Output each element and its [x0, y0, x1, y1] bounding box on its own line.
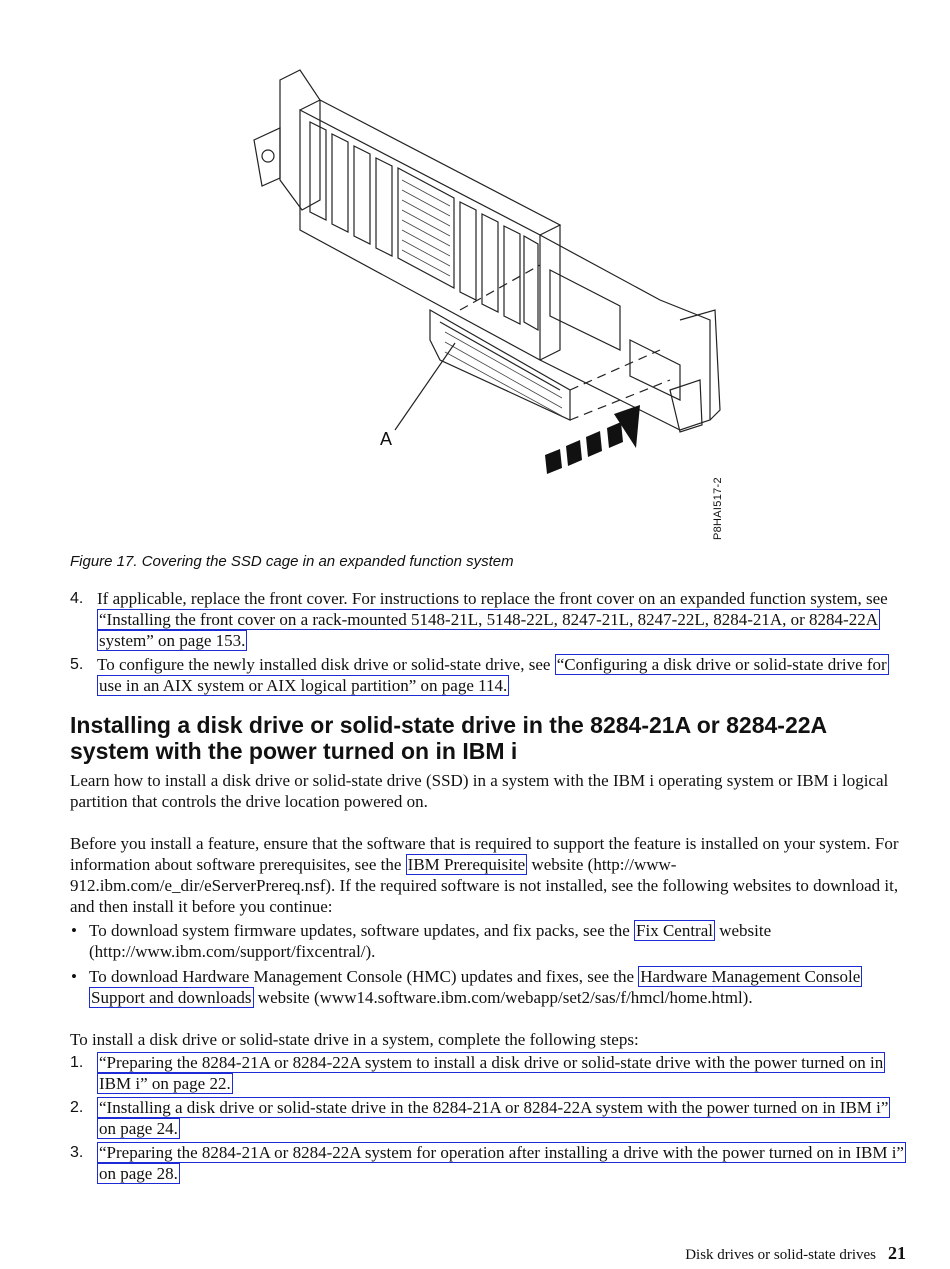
figure-caption: Figure 17. Covering the SSD cage in an expanded function system — [70, 553, 514, 570]
intro-paragraph: Learn how to install a disk drive or solid-state drive (SSD) in a system with the IBM i operating system or IBM i logical partition that controls the drive location powered on. — [70, 771, 889, 811]
steps-list-a — [70, 588, 908, 696]
link-preparing-install[interactable]: “Preparing the 8284-21A or 8284-22A system to install a disk drive or solid-state drive with the power turned on in IBM i” on page 22. — [99, 1053, 884, 1093]
list-item — [70, 920, 908, 962]
link-fix-central[interactable]: Fix Central — [636, 921, 713, 940]
link-front-cover[interactable]: “Installing the front cover on a rack-mounted 5148-21L, 5148-22L, 8247-21L, 8247-22L, 8284-21A, or 8284-22A system” on page 153. — [99, 610, 878, 650]
list-item — [70, 588, 908, 651]
list-item — [70, 1142, 908, 1184]
steps-list-b — [70, 1052, 908, 1184]
page-footer — [685, 1243, 906, 1264]
steps-intro: To install a disk drive or solid-state drive in a system, complete the following steps: — [70, 1030, 639, 1049]
bullet-icon: • — [71, 921, 77, 940]
section-heading: Installing a disk drive or solid-state drive in the 8284-21A or 8284-22A system with the power turned on in IBM i — [70, 712, 827, 764]
step-number: 1. — [70, 1054, 84, 1071]
ssd-cage-illustration — [240, 60, 740, 540]
page-content — [70, 588, 908, 1187]
step-text: If applicable, replace the front cover. For instructions to replace the front cover on an expanded function system, see — [97, 589, 888, 608]
list-item — [70, 1052, 908, 1094]
link-ibm-prerequisite[interactable]: IBM Prerequisite — [407, 855, 526, 874]
link-preparing-operation[interactable]: “Preparing the 8284-21A or 8284-22A system for operation after installing a drive with the power turned on in IBM i” on page 28. — [99, 1143, 904, 1183]
prerequisite-paragraph — [70, 833, 908, 917]
step-number: 2. — [70, 1099, 84, 1116]
link-hmc-support[interactable]: Hardware Management Console Support and downloads — [91, 967, 861, 1007]
link-installing-drive[interactable]: “Installing a disk drive or solid-state drive in the 8284-21A or 8284-22A system with the power turned on in IBM i” on page 24. — [99, 1098, 889, 1138]
bullet-text: To download Hardware Management Console (HMC) updates and fixes, see the — [89, 967, 639, 986]
footer-section-title: Disk drives or solid-state drives — [685, 1247, 876, 1263]
list-item — [70, 654, 908, 696]
bullet-icon: • — [71, 967, 77, 986]
link-configuring-drive[interactable]: “Configuring a disk drive or solid-state drive for use in an AIX system or AIX logical partition” on page 114. — [99, 655, 887, 695]
prereq-text-before: Before you install a feature, ensure that the software that is required to support the feature is installed on your system. For information about software prerequisites, see the — [70, 834, 899, 874]
figure-id: P8HAI517-2 — [712, 477, 724, 540]
callout-label-a: A — [380, 429, 393, 449]
step-number: 5. — [70, 656, 84, 673]
bullet-text: website (www14.software.ibm.com/webapp/set2/sas/f/hmcl/home.html). — [253, 988, 753, 1007]
page-number: 21 — [888, 1243, 906, 1263]
list-item — [70, 966, 908, 1008]
step-text: To configure the newly installed disk drive or solid-state drive, see — [97, 655, 555, 674]
step-number: 3. — [70, 1144, 84, 1161]
prereq-text-after: website (http://www-912.ibm.com/e_dir/eServerPrereq.nsf). If the required software is not installed, see the following websites to download it, and then install it before you continue: — [70, 855, 899, 916]
download-bullets — [70, 920, 908, 1008]
ssd-cage-drawing — [240, 60, 740, 540]
step-number: 4. — [70, 590, 84, 607]
bullet-text: website (http://www.ibm.com/support/fixcentral/). — [89, 921, 772, 961]
bullet-text: To download system firmware updates, software updates, and fix packs, see the — [89, 921, 635, 940]
list-item — [70, 1097, 908, 1139]
